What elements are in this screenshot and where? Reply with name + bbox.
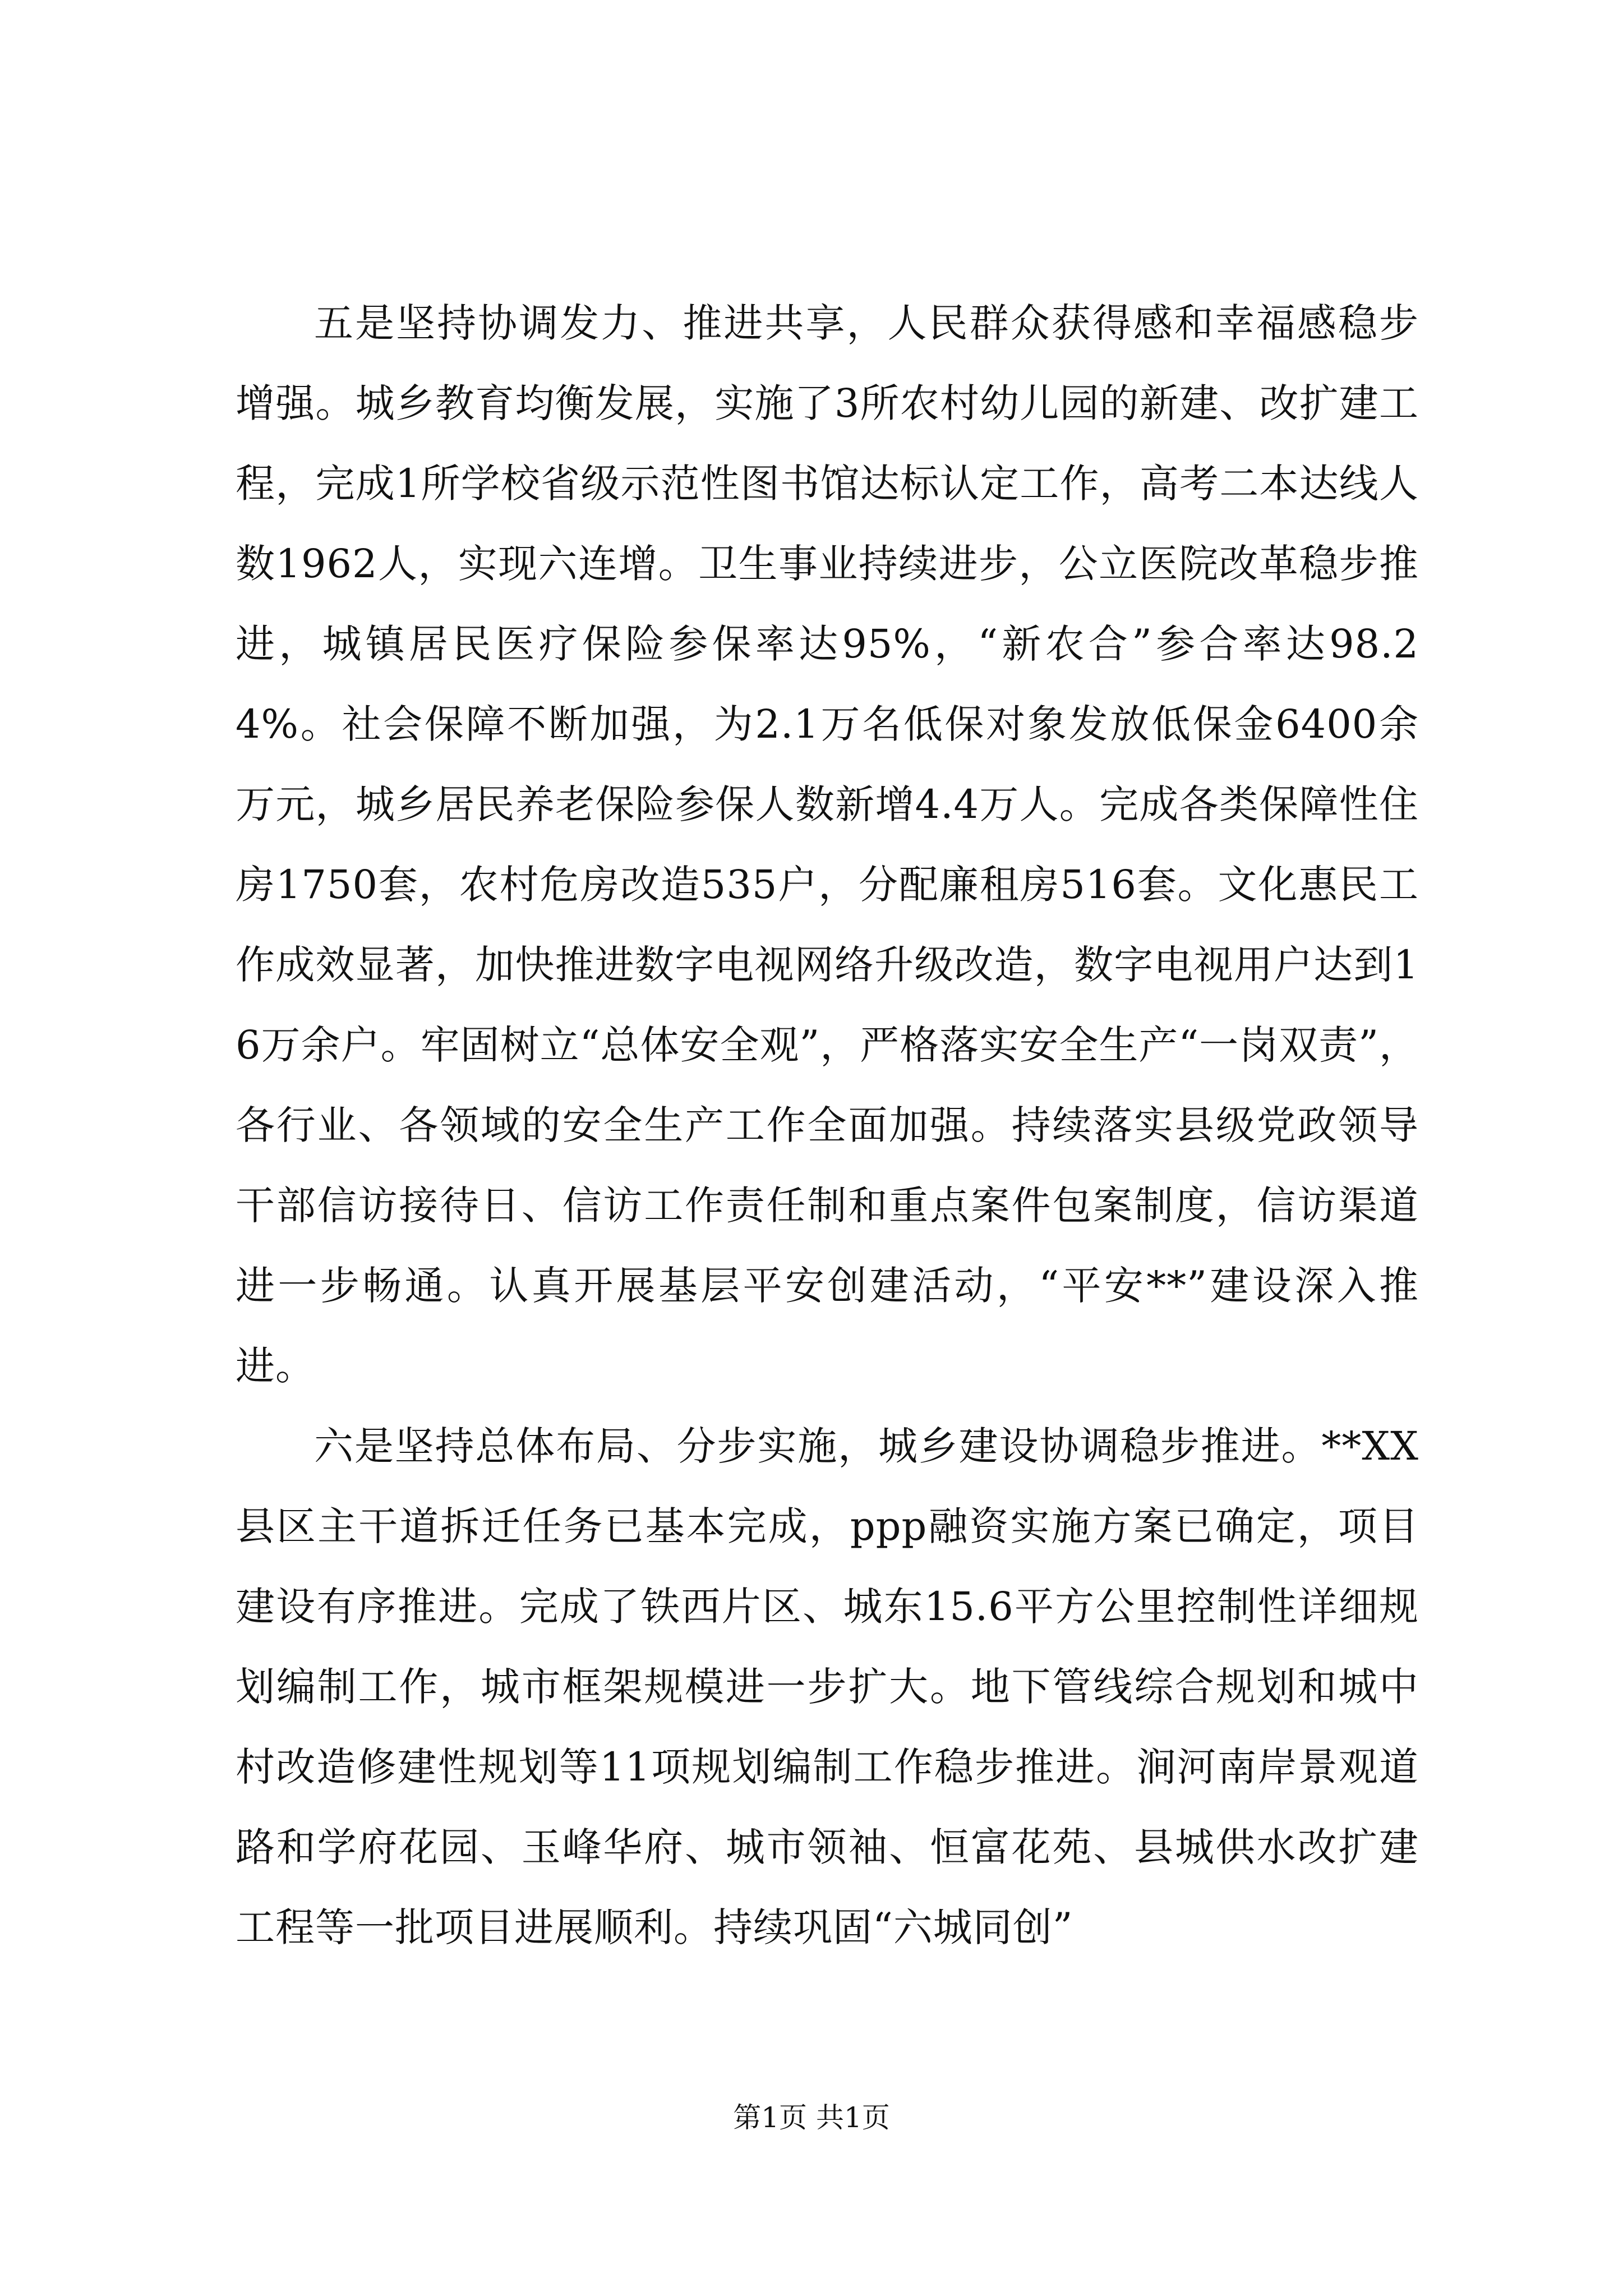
paragraph-five: 五是坚持协调发力、推进共享，人民群众获得感和幸福感稳步增强。城乡教育均衡发展，实施了3所农村幼儿园的新建、改扩建工程，完成1所学校省级示范性图书馆达标认定工作，高考二本达线人数1962人，实现六连增。卫生事业持续进步，公立医院改革稳步推进，城镇居民医疗保险参保率达95%，“新农合”参合率达98.24%。社会保障不断加强，为2.1万名低保对象发放低保金6400余万元，城乡居民养老保险参保人数新增4.4万人。完成各类保障性住房1750套，农村危房改造535户，分配廉租房516套。文化惠民工作成效显著，加快推进数字电视网络升级改造，数字电视用户达到16万余户。牢固树立“总体安全观”，严格落实安全生产“一岗双责”，各行业、各领域的安全生产工作全面加强。持续落实县级党政领导干部信访接待日、信访工作责任制和重点案件包案制度，信访渠道进一步畅通。认真开展基层平安创建活动，“平安**”建设深入推进。 xyxy=(236,300,1419,1389)
page-footer: 第1页 共1页 xyxy=(733,2101,890,2134)
paragraph-six: 六是坚持总体布局、分步实施，城乡建设协调稳步推进。**XX县区主干道拆迁任务已基本完成，ppp融资实施方案已确定，项目建设有序推进。完成了铁西片区、城东15.6平方公里控制性详细规划编制工作，城市框架规模进一步扩大。地下管线综合规划和城中村改造修建性规划等11项规划编制工作稳步推进。涧河南岸景观道路和学府花园、玉峰华府、城市领袖、恒富花苑、县城供水改扩建工程等一批项目进展顺利。持续巩固“六城同创” xyxy=(236,1423,1419,1950)
document-body xyxy=(236,283,1419,1968)
